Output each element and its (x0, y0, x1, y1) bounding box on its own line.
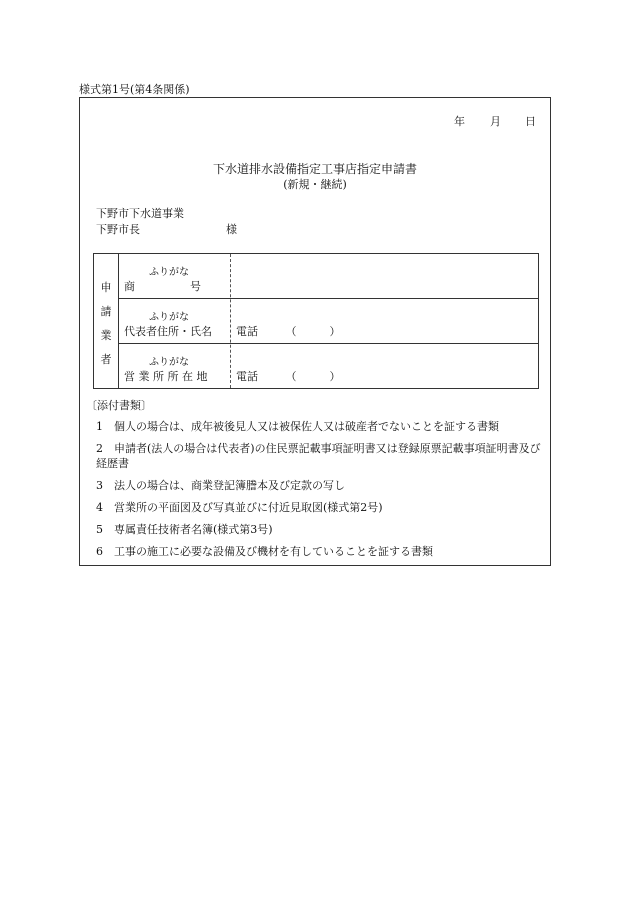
addressee-line1: 下野市下水道事業 (96, 207, 184, 220)
row1-furigana: ふりがな (149, 267, 189, 278)
row-divider (118, 343, 538, 344)
applicant-table (93, 253, 539, 389)
row2-furigana: ふりがな (149, 312, 189, 323)
addressee-line2: 下野市長 (96, 223, 140, 236)
attachment-number: 5 (96, 523, 103, 536)
row2-label: 代表者住所・氏名 (124, 325, 212, 338)
attachment-item (96, 544, 546, 559)
attachment-text: 工事の施工に必要な設備及び機材を有していることを証する書類 (114, 545, 433, 558)
document-title: 下水道排水設備指定工事店指定申請書 (212, 162, 417, 176)
addressee-honorific: 様 (226, 223, 237, 236)
attachment-text: 法人の場合は、商業登記簿謄本及び定款の写し (114, 479, 345, 492)
attachment-text: 個人の場合は、成年被後見人又は被保佐人又は破産者でないことを証する書類 (114, 420, 499, 433)
date-year-label: 年 (454, 115, 465, 128)
attachment-number: 4 (96, 501, 103, 514)
attachment-item (96, 500, 546, 515)
form-number: 様式第1号(第4条関係) (79, 83, 190, 96)
attachment-text: 申請者(法人の場合は代表者)の住民票記載事項証明書又は登録原票記載事項証明書及び経歴書 (96, 442, 541, 470)
document-subtitle: (新規・継続) (283, 178, 347, 191)
attachment-number: 1 (96, 420, 103, 433)
attachment-number: 6 (96, 545, 103, 558)
applicant-label-char: 者 (100, 353, 112, 366)
attachment-item (96, 522, 546, 537)
date-day-label: 日 (525, 115, 536, 128)
row1-label: 商 号 (124, 280, 201, 293)
attachment-text: 専属責任技術者名簿(様式第3号) (114, 523, 273, 536)
column-divider (230, 254, 231, 388)
attachment-number: 3 (96, 479, 103, 492)
applicant-label-char: 請 (100, 305, 112, 318)
applicant-label-column (94, 254, 119, 388)
applicant-label-char: 申 (100, 281, 112, 294)
row2-value: 電話 （ ） (236, 325, 341, 338)
attachment-number: 2 (96, 442, 103, 455)
attachment-item (96, 441, 546, 471)
attachment-item (96, 478, 546, 493)
date-month-label: 月 (490, 115, 501, 128)
row-divider (118, 298, 538, 299)
attachment-text: 営業所の平面図及び写真並びに付近見取図(様式第2号) (114, 501, 383, 514)
attachment-item (96, 419, 546, 434)
row3-furigana: ふりがな (149, 357, 189, 368)
attachments-heading: 〔添付書類〕 (86, 399, 152, 412)
row3-value: 電話 （ ） (236, 370, 341, 383)
row3-label: 営 業 所 所 在 地 (124, 370, 208, 383)
applicant-label-char: 業 (100, 329, 112, 342)
